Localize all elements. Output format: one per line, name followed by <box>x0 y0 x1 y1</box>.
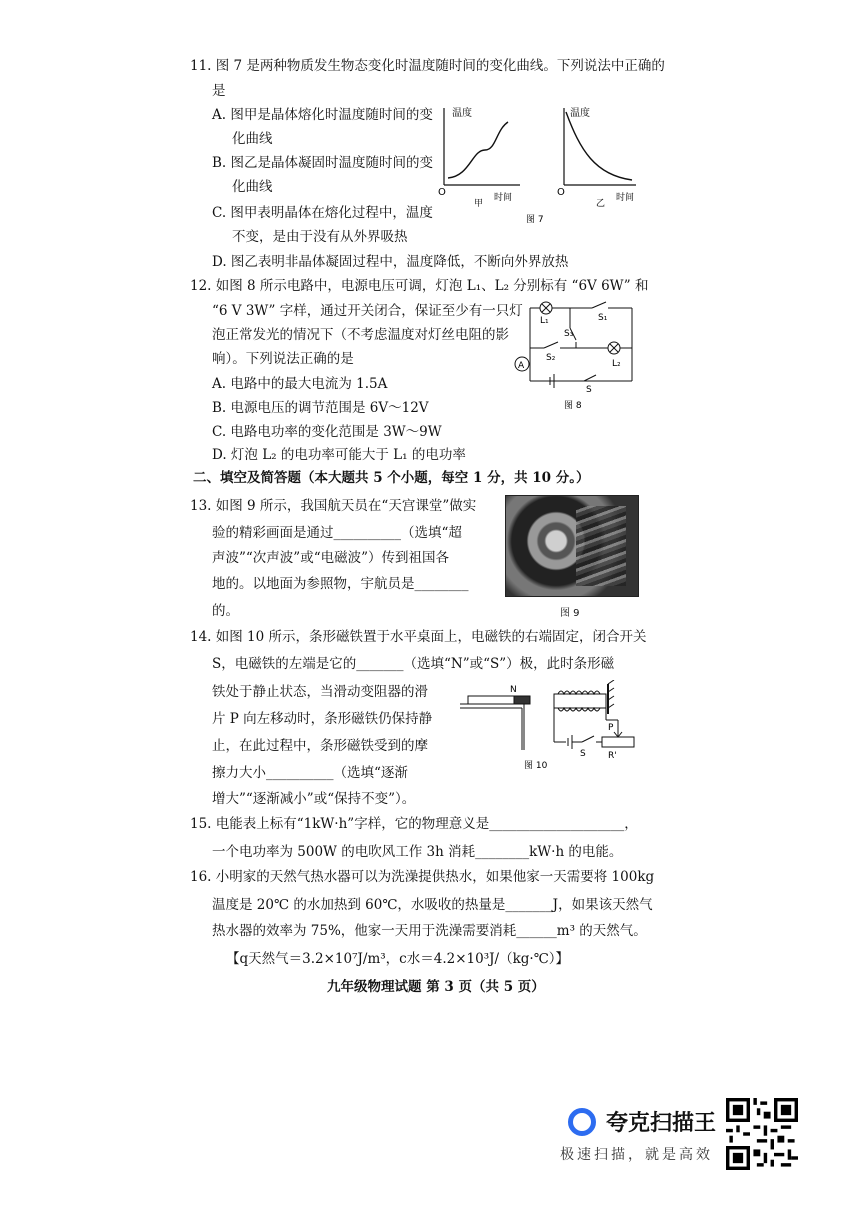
svg-text:L₂: L₂ <box>612 359 621 369</box>
svg-text:R': R' <box>608 751 617 761</box>
fig7-name-a: 甲 <box>474 199 484 209</box>
fig7-xlabel-a: 时间 <box>494 193 513 203</box>
fig7-caption: 图 7 <box>526 215 544 225</box>
q14-line6: 擦力大小__________（选填“逐渐 <box>212 765 408 781</box>
q11-option-b: B. 图乙是晶体凝固时温度随时间的变 <box>212 155 434 171</box>
q14-line2: S，电磁铁的左端是它的_______（选填“N”或“S”）极，此时条形磁 <box>212 656 615 672</box>
q13-line4: 地的。以地面为参照物，宇航员是________ <box>212 576 469 592</box>
q13-line3: 声波”“次声波”或“电磁波”）传到祖国各 <box>212 550 450 566</box>
q14-line7: 增大”“逐渐减小”或“保持不变”）。 <box>212 791 416 807</box>
q15-line2: 一个电功率为 500W 的电吹风工作 3h 消耗________kW·h 的电能。 <box>212 844 623 860</box>
q11-option-a: A. 图甲是晶体熔化时温度随时间的变 <box>212 107 433 123</box>
figure-9-photo <box>505 495 639 597</box>
q16-line1: 16. 小明家的天然气热水器可以为洗澡提供热水，如果他家一天需要将 100kg <box>190 869 655 885</box>
q11-option-b-cont: 化曲线 <box>232 179 273 195</box>
q12-line3: 泡正常发光的情况下（不考虑温度对灯丝电阻的影 <box>212 327 509 343</box>
page-footer: 九年级物理试题 第 3 页（共 5 页） <box>327 979 545 995</box>
bar-magnet <box>468 696 514 704</box>
svg-text:S: S <box>586 385 592 395</box>
fig7-origin-b: O <box>557 187 565 198</box>
q11-option-c: C. 图甲表明晶体在熔化过程中，温度 <box>212 205 433 221</box>
figure-7 <box>430 100 640 230</box>
q14-line1: 14. 如图 10 所示，条形磁铁置于水平桌面上，电磁铁的右端固定，闭合开关 <box>190 629 647 645</box>
switch-icon <box>582 736 594 742</box>
q16-line2: 温度是 20℃ 的水加热到 60℃，水吸收的热量是_______J，如果该天然气 <box>212 897 653 913</box>
svg-text:N: N <box>510 685 517 695</box>
q12-option-b: B. 电源电压的调节范围是 6V～12V <box>212 400 429 416</box>
section-2-heading: 二、填空及简答题（本大题共 5 个小题，每空 1 分，共 10 分。） <box>193 470 590 486</box>
qr-code-icon <box>726 1098 798 1170</box>
q11-option-c-cont: 不变，是由于没有从外界吸热 <box>232 229 408 245</box>
q12-option-d: D. 灯泡 L₂ 的电功率可能大于 L₁ 的电功率 <box>212 447 466 463</box>
q13-line5: 的。 <box>212 603 239 619</box>
q11-option-d: D. 图乙表明非晶体凝固过程中，温度降低，不断向外界放热 <box>212 254 569 270</box>
scanner-subtitle: 极速扫描，就是高效 <box>560 1147 713 1163</box>
q12-option-a: A. 电路中的最大电流为 1.5A <box>212 376 388 392</box>
rheostat <box>602 737 634 747</box>
svg-text:S₂: S₂ <box>546 353 556 363</box>
figure-8-circuit <box>510 298 640 413</box>
q11-line2: 是 <box>212 83 226 99</box>
fig7-name-b: 乙 <box>596 199 606 209</box>
switch-s1-icon <box>592 302 606 308</box>
svg-text:S: S <box>580 749 586 759</box>
switch-s-icon <box>584 375 596 381</box>
electromagnet <box>554 694 606 708</box>
q12-line2: “6 V 3W” 字样，通过开关闭合，保证至少有一只灯 <box>212 303 523 319</box>
q11-line1: 11. 图 7 是两种物质发生物态变化时温度随时间的变化曲线。下列说法中正确的 <box>190 58 665 74</box>
q16-constants: 【q天然气＝3.2×10⁷J/m³，c水＝4.2×10³J/（kg·℃）】 <box>226 951 570 967</box>
fig9-caption: 图 9 <box>560 608 580 619</box>
figure-10 <box>458 680 640 775</box>
scanner-watermark <box>560 1098 730 1168</box>
q14-line3: 铁处于静止状态，当滑动变阻器的滑 <box>212 684 428 700</box>
fig10-caption: 图 10 <box>524 761 548 771</box>
q12-line1: 12. 如图 8 所示电路中，电源电压可调，灯泡 L₁、L₂ 分别标有 “6V 6W” 和 <box>190 278 649 294</box>
scanner-title: 夸克扫描王 <box>606 1111 717 1136</box>
scanner-logo-icon <box>568 1108 596 1136</box>
fig8-caption: 图 8 <box>564 401 582 411</box>
q12-line4: 响）。下列说法正确的是 <box>212 351 354 367</box>
q11-option-a-cont: 化曲线 <box>232 131 273 147</box>
svg-text:L₁: L₁ <box>540 316 549 326</box>
q13-line1: 13. 如图 9 所示，我国航天员在“天宫课堂”做实 <box>190 498 477 514</box>
switch-s2-icon <box>544 342 558 348</box>
q13-line2: 验的精彩画面是通过__________（选填“超 <box>212 525 462 541</box>
q14-line4: 片 P 向左移动时，条形磁铁仍保持静 <box>212 711 433 727</box>
svg-text:S₃: S₃ <box>564 329 574 339</box>
q16-line3: 热水器的效率为 75%，他家一天用于洗澡需要消耗______m³ 的天然气。 <box>212 923 647 939</box>
q14-line5: 止，在此过程中，条形磁铁受到的摩 <box>212 738 428 754</box>
fig7-origin-a: O <box>438 187 446 198</box>
fig7-xlabel-b: 时间 <box>616 193 635 203</box>
q15-line1: 15. 电能表上标有“1kW·h”字样，它的物理意义是____________________， <box>190 816 638 832</box>
q12-option-c: C. 电路电功率的变化范围是 3W～9W <box>212 424 442 440</box>
fig7-ylabel-a: 温度 <box>452 108 472 119</box>
svg-text:S₁: S₁ <box>598 313 608 323</box>
fig7-ylabel-b: 温度 <box>570 108 590 119</box>
svg-text:A: A <box>518 361 525 371</box>
svg-text:P: P <box>608 723 614 733</box>
